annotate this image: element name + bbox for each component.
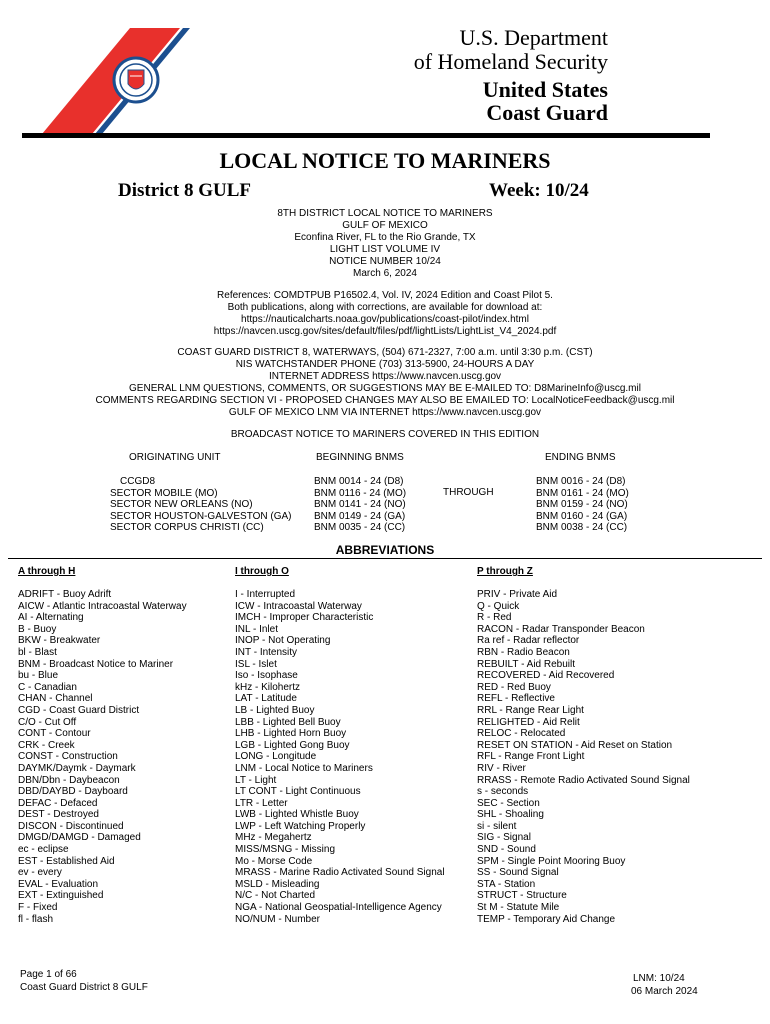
unit-name: SECTOR MOBILE (MO) [110,487,218,499]
abbreviation-entry: MISS/MSNG - Missing [235,844,336,856]
abbreviation-entry: MSLD - Misleading [235,878,320,890]
abbreviation-entry: RRL - Range Rear Light [477,704,584,716]
abbreviation-entry: CRK - Creek [18,739,75,751]
intro-block [0,208,770,280]
intro-line: GULF OF MEXICO [342,220,428,231]
abbreviation-entry: SS - Sound Signal [477,867,559,879]
col-ending-header: ENDING BNMS [545,452,616,463]
abbreviation-entry: CHAN - Channel [18,693,93,705]
abbreviation-entry: RFL - Range Front Light [477,751,585,763]
ending-bnms [536,476,629,534]
abbreviation-entry: LT CONT - Light Continuous [235,786,361,798]
bnm-value: BNM 0035 - 24 (CC) [314,522,406,534]
abbreviation-entry: RED - Red Buoy [477,681,551,693]
abbreviation-entry: BNM - Broadcast Notice to Mariner [18,658,174,670]
abbreviation-entry: Ra ref - Radar reflector [477,635,580,647]
abbreviation-entry: fl - flash [18,913,54,925]
abbreviation-entry: LWB - Lighted Whistle Buoy [235,809,359,821]
abbreviation-entry: s - seconds [477,786,529,798]
agency-line-1: United States [482,77,608,102]
week-label: Week: 10/24 [489,180,589,201]
abbreviation-entry: LTR - Letter [235,797,288,809]
bnm-value: BNM 0141 - 24 (NO) [314,499,406,511]
abbreviation-entry: DBN/Dbn - Daybeacon [18,774,120,786]
agency-name [483,78,608,124]
abbreviation-entry: LWP - Left Watching Properly [235,820,366,832]
abbreviation-entry: ISL - Islet [235,658,277,670]
abbreviation-entry: IMCH - Improper Characteristic [235,612,374,624]
abbreviation-entry: EXT - Extinguished [18,890,104,902]
abbreviation-entry: DBD/DAYBD - Dayboard [18,786,128,798]
footer-left [20,968,148,994]
abbreviation-entry: EST - Established Aid [18,855,115,867]
footer-lnm: LNM: 10/24 [633,973,685,984]
originating-units [110,476,292,534]
coast-guard-stripe-logo [20,28,190,134]
abbreviation-entry: RESET ON STATION - Aid Reset on Station [477,739,673,751]
bnm-value: BNM 0160 - 24 (GA) [536,510,628,522]
col-beginning-header: BEGINNING BNMS [316,452,404,463]
abbreviation-entry: RACON - Radar Transponder Beacon [477,623,645,635]
abbreviation-entry: MRASS - Marine Radio Activated Sound Signal [235,867,445,879]
footer-unit: Coast Guard District 8 GULF [20,982,148,993]
abbreviation-entry: I - Interrupted [235,589,296,600]
abbreviation-entry: REBUILT - Aid Rebuilt [477,658,576,670]
abbreviation-entry: si - silent [477,820,517,832]
contact-line: GULF OF MEXICO LNM VIA INTERNET https://www.navcen.uscg.gov [228,407,542,418]
abbreviation-entry: kHz - Kilohertz [235,681,301,693]
abbr-col2-header: I through O [235,566,289,577]
reference-line: References: COMDTPUB P16502.4, Vol. IV, 2024 Edition and Coast Pilot 5. [217,290,553,301]
abbreviation-entry: MHz - Megahertz [235,832,312,844]
abbreviation-entry: DISCON - Discontinued [18,820,124,832]
bnm-value: BNM 0116 - 24 (MO) [314,487,407,499]
contact-line: GENERAL LNM QUESTIONS, COMMENTS, OR SUGGESTIONS MAY BE E-MAILED TO: D8MarineInfo@uscg.mil [129,383,641,394]
reference-link[interactable]: https://navcen.uscg.gov/sites/default/files/pdf/lightLists/LightList_V4_2024.pdf [213,326,557,337]
abbreviation-entry: LNM - Local Notice to Mariners [235,762,373,774]
abbreviation-entry: PRIV - Private Aid [477,589,558,600]
header-rule [22,133,710,138]
abbreviation-entry: CONST - Construction [18,751,118,763]
abbreviation-entry: STRUCT - Structure [477,890,567,902]
abbreviation-entry: RECOVERED - Aid Recovered [477,670,615,682]
abbr-list-p-z [477,589,690,925]
abbreviation-entry: Q - Quick [477,600,520,612]
abbreviation-entry: CONT - Contour [18,728,91,740]
abbreviation-entry: SPM - Single Point Mooring Buoy [477,855,626,867]
reference-line: Both publications, along with corrections, are available for download at: [227,302,543,313]
abbreviation-entry: ev - every [18,867,62,879]
abbreviation-entry: C - Canadian [18,681,77,693]
footer-date: 06 March 2024 [631,986,698,997]
abbreviation-entry: SND - Sound [477,844,536,856]
intro-line: Econfina River, FL to the Rio Grande, TX [294,232,476,243]
abbreviation-entry: Mo - Morse Code [235,855,313,867]
agency-line-2: Coast Guard [486,100,608,125]
abbreviation-entry: SEC - Section [477,797,540,809]
abbreviation-entry: LONG - Longitude [235,751,317,763]
beginning-bnms [314,476,406,534]
bnm-value: BNM 0038 - 24 (CC) [536,522,628,534]
abbreviation-entry: INT - Intensity [235,646,298,658]
abbreviation-entry: CGD - Coast Guard District [18,704,140,716]
abbreviation-entry: R - Red [477,612,512,624]
abbreviation-entry: RRASS - Remote Radio Activated Sound Signal [477,774,690,786]
abbreviation-entry: INOP - Not Operating [235,635,331,647]
references-block [0,290,770,338]
bnm-value: BNM 0159 - 24 (NO) [536,499,628,511]
contact-line: INTERNET ADDRESS https://www.navcen.uscg.gov [268,371,502,382]
bnm-value: BNM 0161 - 24 (MO) [536,487,629,499]
abbr-col1-header: A through H [18,566,76,577]
abbreviation-entry: STA - Station [477,878,536,890]
abbreviation-entry: RBN - Radio Beacon [477,646,570,658]
abbreviation-entry: EVAL - Evaluation [18,878,99,890]
abbreviation-entry: TEMP - Temporary Aid Change [477,913,616,925]
abbreviations-rule [8,558,762,559]
contact-line: COAST GUARD DISTRICT 8, WATERWAYS, (504) 671-2327, 7:00 a.m. until 3:30 p.m. (CST) [177,347,593,358]
broadcast-heading: BROADCAST NOTICE TO MARINERS COVERED IN THIS EDITION [230,429,540,440]
abbreviation-entry: ec - eclipse [18,844,69,856]
bnm-value: BNM 0014 - 24 (D8) [314,476,404,487]
abbr-list-i-o [235,589,445,925]
abbreviation-entry: SIG - Signal [477,832,531,844]
abbreviation-entry: RIV - River [477,762,526,774]
abbreviation-entry: ADRIFT - Buoy Adrift [18,589,112,600]
bnm-value: BNM 0149 - 24 (GA) [314,510,406,522]
abbreviation-entry: bl - Blast [18,646,57,658]
abbreviation-entry: C/O - Cut Off [18,716,77,728]
abbreviation-entry: REFL - Reflective [477,693,555,705]
contact-line: NIS WATCHSTANDER PHONE (703) 313-5900, 24-HOURS A DAY [235,359,535,370]
reference-link[interactable]: https://nauticalcharts.noaa.gov/publications/coast-pilot/index.html [241,314,529,325]
intro-line: LIGHT LIST VOLUME IV [329,244,441,255]
abbreviation-entry: DEFAC - Defaced [18,797,98,809]
abbreviation-entry: AI - Alternating [18,612,84,624]
department-name [414,26,608,74]
abbreviation-entry: bu - Blue [18,670,59,682]
abbreviation-entry: LGB - Lighted Gong Buoy [235,739,350,751]
unit-name: CCGD8 [120,476,156,487]
footer-right [631,972,698,998]
abbreviation-entry: DMGD/DAMGD - Damaged [18,832,141,844]
page-title: LOCAL NOTICE TO MARINERS [219,148,551,173]
unit-name: SECTOR HOUSTON-GALVESTON (GA) [110,510,292,522]
unit-name: SECTOR NEW ORLEANS (NO) [110,499,253,511]
abbreviation-entry: Iso - Isophase [235,670,298,682]
abbreviation-entry: RELIGHTED - Aid Relit [477,716,580,728]
abbreviation-entry: LAT - Latitude [235,693,297,705]
contacts-block [0,347,770,419]
abbreviation-entry: SHL - Shoaling [477,809,544,821]
intro-line: March 6, 2024 [353,268,417,279]
abbreviation-entry: LBB - Lighted Bell Buoy [235,716,341,728]
abbreviation-entry: BKW - Breakwater [18,635,101,647]
page-number: Page 1 of 66 [20,969,77,980]
contact-line: COMMENTS REGARDING SECTION VI - PROPOSED CHANGES MAY ALSO BE EMAILED TO: LocalNoticeFeedback@uscg.mil [95,395,675,406]
abbreviation-entry: DEST - Destroyed [18,809,99,821]
department-line-1: U.S. Department [459,25,608,50]
abbr-list-a-h [18,589,187,925]
abbreviation-entry: F - Fixed [18,902,58,914]
through-label: THROUGH [443,487,494,498]
intro-line: NOTICE NUMBER 10/24 [329,256,441,267]
abbreviation-entry: NGA - National Geospatial-Intelligence Agency [235,902,442,914]
abbreviation-entry: INL - Inlet [235,623,278,635]
abbreviation-entry: N/C - Not Charted [235,890,316,902]
abbreviation-entry: DAYMK/Daymk - Daymark [18,762,136,774]
abbreviation-entry: B - Buoy [18,623,57,635]
abbreviation-entry: LT - Light [235,774,277,786]
abbreviation-entry: LB - Lighted Buoy [235,704,315,716]
abbr-col3-header: P through Z [477,566,533,577]
abbreviation-entry: AICW - Atlantic Intracoastal Waterway [18,600,187,612]
abbreviation-entry: NO/NUM - Number [235,913,321,925]
abbreviation-entry: St M - Statute Mile [477,902,560,914]
col-originating-header: ORIGINATING UNIT [129,452,221,463]
district-label: District 8 GULF [118,180,251,201]
bnm-value: BNM 0016 - 24 (D8) [536,476,626,487]
unit-name: SECTOR CORPUS CHRISTI (CC) [110,522,264,534]
abbreviation-entry: ICW - Intracoastal Waterway [235,600,362,612]
department-line-2: of Homeland Security [413,49,608,74]
intro-line: 8TH DISTRICT LOCAL NOTICE TO MARINERS [277,208,493,219]
abbreviation-entry: RELOC - Relocated [477,728,566,740]
abbreviations-title: ABBREVIATIONS [335,543,435,557]
abbreviation-entry: LHB - Lighted Horn Buoy [235,728,347,740]
